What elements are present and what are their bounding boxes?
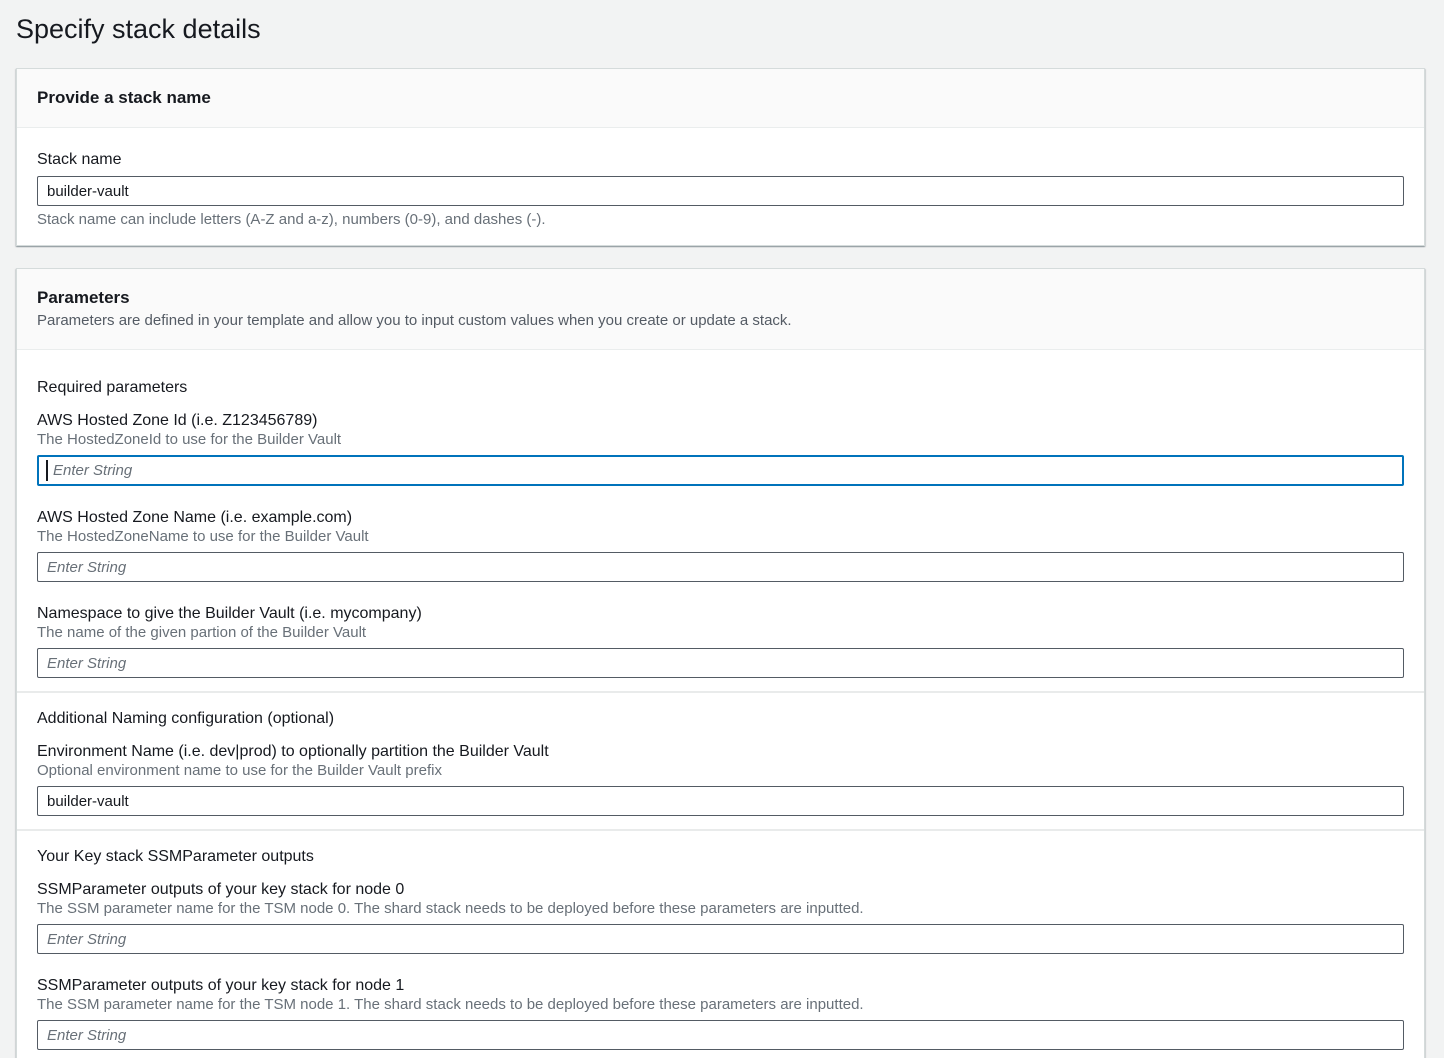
field-desc-hosted-zone-name: The HostedZoneName to use for the Builder Vault xyxy=(37,528,369,545)
stack-name-card-body xyxy=(17,128,1424,245)
hosted-zone-name-input[interactable] xyxy=(37,552,1404,582)
parameters-card-description: Parameters are defined in your template and allow you to input custom values when you create or update a stack. xyxy=(37,312,792,329)
stack-name-help-text: Stack name can include letters (A-Z and a-z), numbers (0-9), and dashes (-). xyxy=(37,211,546,228)
text-cursor xyxy=(46,460,48,481)
namespace-input[interactable] xyxy=(37,648,1404,678)
field-desc-environment-name: Optional environment name to use for the Builder Vault prefix xyxy=(37,762,442,779)
stack-name-card-title: Provide a stack name xyxy=(37,88,211,107)
stack-name-card xyxy=(16,68,1425,246)
field-label-hosted-zone-name: AWS Hosted Zone Name (i.e. example.com) xyxy=(37,509,353,526)
field-ssm-node-1 xyxy=(37,976,1404,1050)
stack-name-card-header xyxy=(17,69,1424,128)
field-environment-name xyxy=(37,742,1404,816)
page-title: Specify stack details xyxy=(16,14,261,44)
ssm-node-0-input[interactable] xyxy=(37,924,1404,954)
parameters-card xyxy=(16,268,1425,1058)
section-additional-naming xyxy=(17,693,1424,829)
field-desc-hosted-zone-id: The HostedZoneId to use for the Builder Vault xyxy=(37,431,342,448)
field-desc-ssm-node-0: The SSM parameter name for the TSM node 0. The shard stack needs to be deployed before these parameters are inputted. xyxy=(37,900,864,917)
specify-stack-details-page xyxy=(0,13,1444,1058)
section-heading-additional-naming: Additional Naming configuration (optional) xyxy=(37,710,335,727)
field-label-environment-name: Environment Name (i.e. dev|prod) to optionally partition the Builder Vault xyxy=(37,743,549,760)
parameters-card-title: Parameters xyxy=(37,288,130,307)
field-namespace xyxy=(37,604,1404,678)
section-required-parameters xyxy=(17,350,1424,691)
ssm-node-1-input[interactable] xyxy=(37,1020,1404,1050)
field-desc-ssm-node-1: The SSM parameter name for the TSM node 1. The shard stack needs to be deployed before these parameters are inputted. xyxy=(37,996,864,1013)
parameters-card-header xyxy=(17,269,1424,350)
field-label-hosted-zone-id: AWS Hosted Zone Id (i.e. Z123456789) xyxy=(37,412,318,429)
field-label-ssm-node-0: SSMParameter outputs of your key stack for node 0 xyxy=(37,881,405,898)
section-heading-key-stack-ssm-outputs: Your Key stack SSMParameter outputs xyxy=(37,848,314,865)
stack-name-label: Stack name xyxy=(37,151,122,168)
field-label-ssm-node-1: SSMParameter outputs of your key stack for node 1 xyxy=(37,977,405,994)
field-hosted-zone-id xyxy=(37,411,1404,486)
field-ssm-node-0 xyxy=(37,880,1404,954)
field-label-namespace: Namespace to give the Builder Vault (i.e. mycompany) xyxy=(37,605,422,622)
stack-name-input[interactable] xyxy=(37,176,1404,206)
section-key-stack-ssm-outputs xyxy=(17,831,1424,1058)
environment-name-input[interactable] xyxy=(37,786,1404,816)
field-desc-namespace: The name of the given partion of the Builder Vault xyxy=(37,624,367,641)
field-hosted-zone-name xyxy=(37,508,1404,582)
hosted-zone-id-input[interactable] xyxy=(37,455,1404,486)
hosted-zone-id-input-wrap xyxy=(37,455,1404,486)
section-heading-required-parameters: Required parameters xyxy=(37,379,188,396)
